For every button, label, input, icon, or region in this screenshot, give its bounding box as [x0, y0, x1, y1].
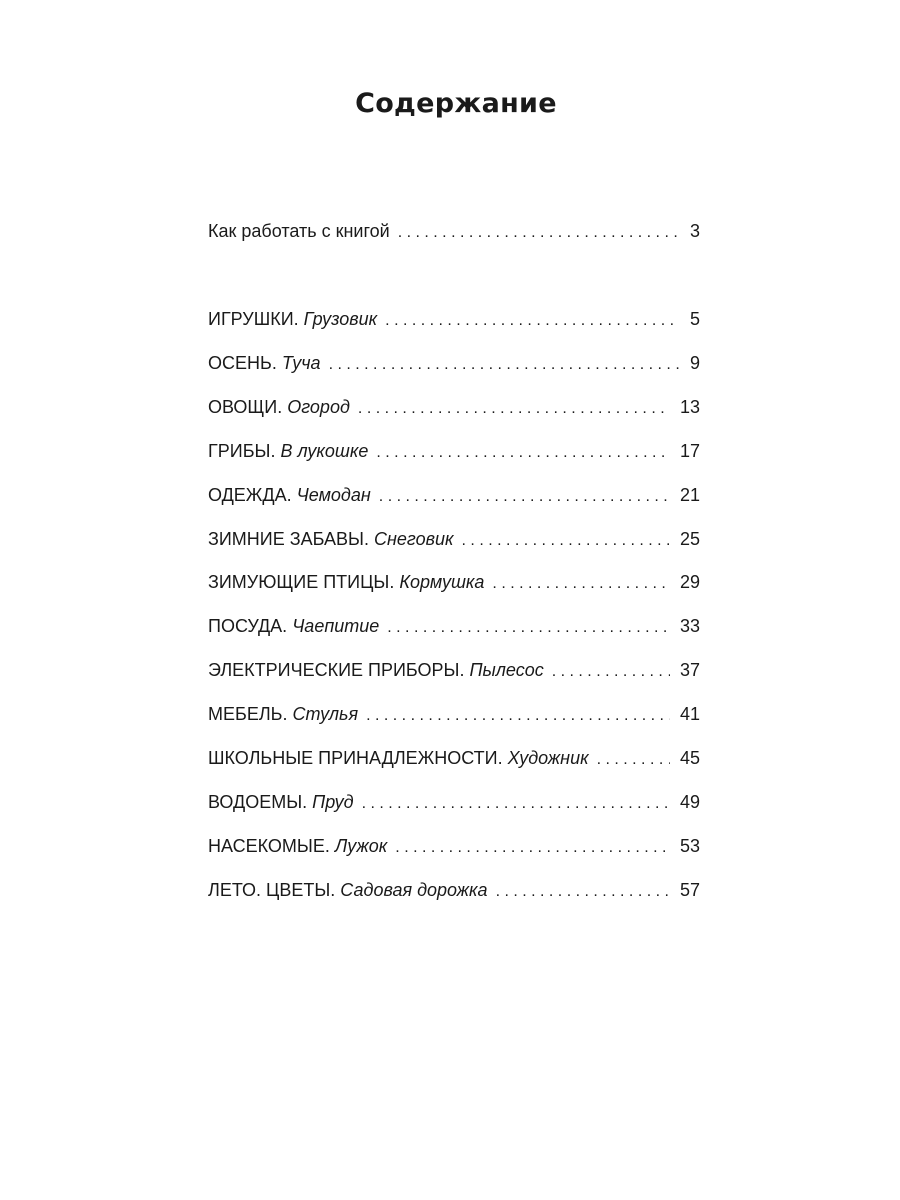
- toc-entry-label: [208, 659, 552, 681]
- toc-section-name: ЗИМНИЕ ЗАБАВЫ.: [208, 528, 369, 549]
- toc-page-number: 53: [679, 835, 700, 856]
- toc-section-name: ШКОЛЬНЫЕ ПРИНАДЛЕЖНОСТИ.: [208, 748, 503, 768]
- dot-leader: [492, 573, 670, 595]
- toc-entry-label: [208, 396, 358, 418]
- dot-leader: [376, 442, 670, 464]
- toc-entry-intro[interactable]: [208, 220, 700, 244]
- dot-leader: [379, 486, 670, 508]
- dot-leader: [329, 354, 680, 376]
- toc-topic-name: Пруд: [312, 791, 354, 812]
- toc-topic-name: Стулья: [292, 704, 359, 725]
- dot-leader: [462, 530, 670, 552]
- toc-entry[interactable]: [208, 879, 700, 903]
- toc-page-number: 9: [689, 352, 700, 373]
- toc-entry-label: [208, 747, 597, 769]
- toc-page-number: 25: [679, 528, 700, 549]
- toc-section-name: НАСЕКОМЫЕ.: [208, 835, 330, 856]
- toc-entry-label: [208, 835, 395, 857]
- dot-leader: [395, 837, 670, 859]
- dot-leader: [398, 222, 680, 244]
- toc-entry-title: Как работать с книгой: [208, 221, 390, 241]
- toc-section-name: ЗИМУЮЩИЕ ПТИЦЫ.: [208, 572, 395, 593]
- toc-topic-name: Лужок: [334, 835, 388, 856]
- toc-entry-label: [208, 220, 398, 242]
- toc-entry-label: [208, 615, 387, 637]
- toc-entry-label: [208, 484, 379, 506]
- toc-entry-label: [208, 791, 362, 813]
- toc-entry-label: [208, 528, 462, 550]
- toc-entry-label: [208, 571, 492, 593]
- toc-page-number: 37: [679, 660, 700, 681]
- toc-topic-name: Туча: [281, 352, 321, 373]
- dot-leader: [385, 310, 680, 332]
- toc-entry[interactable]: [208, 352, 700, 376]
- toc-page-number: 57: [679, 879, 700, 900]
- toc-section-name: ЛЕТО. ЦВЕТЫ.: [208, 879, 336, 900]
- toc-topic-name: Чаепитие: [292, 616, 380, 637]
- toc-topic-name: Пылесос: [469, 660, 544, 681]
- toc-topic-name: Снеговик: [374, 528, 454, 549]
- dot-leader: [358, 398, 670, 420]
- toc-page-number: 21: [679, 484, 700, 505]
- dot-leader: [387, 617, 670, 639]
- toc-section-name: ПОСУДА.: [208, 616, 288, 637]
- toc-section-name: ЭЛЕКТРИЧЕСКИЕ ПРИБОРЫ.: [208, 660, 465, 681]
- toc-entry-label: [208, 879, 496, 901]
- toc-entry[interactable]: [208, 308, 700, 332]
- toc-page-number: 17: [679, 440, 700, 461]
- toc-entry[interactable]: [208, 659, 700, 683]
- toc-section-name: ГРИБЫ.: [208, 440, 276, 461]
- toc-entry[interactable]: [208, 440, 700, 464]
- toc-entry[interactable]: [208, 528, 700, 552]
- toc-page-number: 13: [679, 396, 700, 417]
- toc-page-number: 49: [679, 791, 700, 812]
- toc-entry[interactable]: [208, 571, 700, 595]
- toc-entry[interactable]: [208, 747, 700, 771]
- toc-section-name: ОДЕЖДА.: [208, 484, 292, 505]
- toc-page-number: 45: [679, 748, 700, 768]
- toc-page-number: 29: [679, 572, 700, 593]
- toc-entry[interactable]: [208, 484, 700, 508]
- toc-entry-label: [208, 308, 385, 330]
- toc-entry[interactable]: [208, 791, 700, 815]
- toc-section-name: ВОДОЕМЫ.: [208, 791, 308, 812]
- toc-topic-name: Садовая дорожка: [340, 879, 488, 900]
- toc-page-number: 5: [689, 309, 700, 329]
- toc-entry[interactable]: [208, 615, 700, 639]
- dot-leader: [362, 793, 670, 815]
- toc-entry-label: [208, 440, 376, 462]
- toc-section-name: ИГРУШКИ.: [208, 309, 299, 329]
- toc-section-name: ОВОЩИ.: [208, 396, 283, 417]
- toc-topic-name: Художник: [507, 748, 589, 768]
- dot-leader: [552, 661, 670, 683]
- dot-leader: [496, 881, 670, 903]
- toc-page-number: 3: [689, 221, 700, 241]
- toc-topic-name: Огород: [287, 396, 350, 417]
- toc-page-number: 33: [679, 616, 700, 637]
- toc-page-number: 41: [679, 704, 700, 725]
- dot-leader: [366, 705, 670, 727]
- toc-topic-name: Чемодан: [296, 484, 371, 505]
- toc-entry-label: [208, 703, 366, 725]
- toc-section-name: ОСЕНЬ.: [208, 352, 277, 373]
- page-title: Содержание: [355, 88, 557, 119]
- toc-entry[interactable]: [208, 835, 700, 859]
- toc-entry[interactable]: [208, 703, 700, 727]
- toc-entry-label: [208, 352, 329, 374]
- toc-topic-name: В лукошке: [280, 440, 369, 461]
- toc-topic-name: Грузовик: [303, 309, 378, 329]
- toc-topic-name: Кормушка: [399, 572, 485, 593]
- toc-entry[interactable]: [208, 396, 700, 420]
- dot-leader: [597, 749, 670, 771]
- toc-section-name: МЕБЕЛЬ.: [208, 704, 288, 725]
